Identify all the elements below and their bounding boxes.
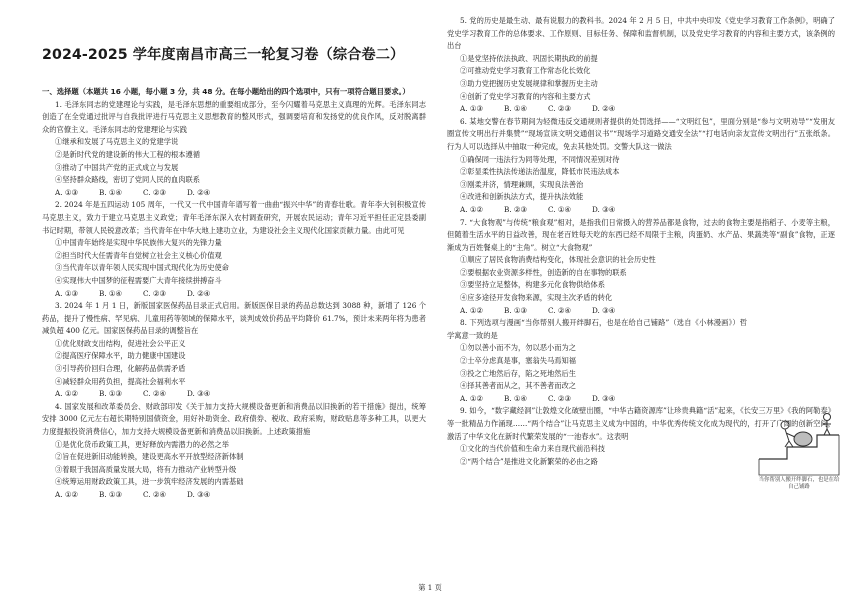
answer-a: A. ①② xyxy=(460,393,483,403)
answer-b: B. ①④ xyxy=(504,393,527,403)
option-1: ①文化的当代价值和生命力来自现代前沿科技 xyxy=(460,444,606,454)
option-3: ③要坚持立足整体，构建多元化食物供给体系 xyxy=(460,280,606,290)
option-1: ①顺应了居民食物消费结构变化，体现社会意识的社会历史性 xyxy=(460,255,656,265)
answer-c: C. ②③ xyxy=(143,288,166,298)
question-8 xyxy=(447,317,747,405)
answer-choices xyxy=(42,489,426,502)
option-2: ②“两个结合”是推进文化新繁荣的必由之路 xyxy=(460,456,598,466)
option-3: ③着眼于我国高质量发展大局，将有力推动产业转型升级 xyxy=(55,464,237,474)
option-2: ②可推动党史学习教育工作常态化长效化 xyxy=(460,66,591,76)
page-number: 第 1 页 xyxy=(418,583,442,592)
left-column xyxy=(42,52,426,502)
question-stem: 9. 如今，“数字藏经洞”让敦煌文化破壁出圈，“中华古籍资源库”让珍贵典籍“活”起来，《长安三万里》《我的阿勒泰》等一批精品力作涌现……“两个结合”让马克思主义成为中国的，中华优秀传统文化成为现代的，打开了广阔的创新空间，激活了中华文化在新时代繁荣发展的“一池春水”。这表明 xyxy=(447,406,835,441)
answer-b: B. ①④ xyxy=(99,187,122,197)
question-2 xyxy=(42,199,426,300)
cartoon-illustration xyxy=(757,395,841,497)
answer-a: A. ①② xyxy=(55,389,78,399)
answer-c: C. ②④ xyxy=(143,389,166,399)
question-stem: 5. 党的历史是最生动、最有说服力的教科书。2024 年 2 月 5 日，中共中央印发《党史学习教育工作条例》，明确了党史学习教育工作的总体要求、工作原则、目标任务、保障和监督机制，以及党史学习教育的内容和主要方式，该条例的出台 xyxy=(447,16,835,51)
question-6 xyxy=(447,116,835,217)
answer-c: C. ②③ xyxy=(143,187,166,197)
answer-choices xyxy=(447,393,747,406)
answer-choices xyxy=(42,187,426,200)
answer-choices xyxy=(447,204,835,217)
question-4 xyxy=(42,401,426,502)
answer-d: D. ③④ xyxy=(592,305,616,315)
question-stem: 4. 国家发展和改革委员会、财政部印发《关于加力支持大规模设备更新和消费品以旧换新的若干措施》提出，统筹安排 3000 亿元左右超长期特别国债资金，用好补助资金、政府债券、税收、政府采购，财政贴息等多种工具，以更大力度提振投资消费信心，加力支持大规模设备更新和消费品以旧换新。上述政策措施 xyxy=(42,401,426,437)
option-4: ④创新了党史学习教育的内容和主要方式 xyxy=(460,91,591,101)
answer-b: B. ①③ xyxy=(504,305,527,315)
option-2: ②彰显柔性执法传递法治温度，降低市民违法成本 xyxy=(460,167,620,177)
option-1: ①勿以善小而不为，勿以恶小而为之 xyxy=(460,343,577,353)
option-4: ④减轻群众用药负担，提高社会福利水平 xyxy=(55,376,186,386)
answer-choices xyxy=(42,288,426,301)
option-2: ②旨在促进新旧动能转换，建设更高水平开放型经济新体制 xyxy=(55,452,244,462)
option-2: ②是新时代党的建设新的伟大工程的根本遵循 xyxy=(55,149,201,159)
answer-c: C. ①④ xyxy=(548,204,571,214)
answer-c: C. ②④ xyxy=(548,305,571,315)
answer-choices xyxy=(447,103,835,116)
answer-b: B. ②③ xyxy=(504,204,527,214)
option-2: ②提高医疗保障水平，助力健康中国建设 xyxy=(55,351,186,361)
answer-d: D. ③④ xyxy=(592,204,616,214)
cartoon-caption: 当你帮别人搬开绊脚石，也是在给自己铺路 xyxy=(758,477,840,490)
question-stem: 1. 毛泽东同志的党建理论与实践，是毛泽东思想的重要组成部分，至今闪耀着马克思主义真理的光辉。毛泽东同志创造了在全党通过批评与自我批评进行马克思主义思想教育的整风形式，强调要培育和发扬党的优良作风，反对脱离群众的官僚主义。毛泽东同志的党建理论与实践 xyxy=(42,99,426,134)
option-1: ①优化财政支出结构，促进社会公平正义 xyxy=(55,338,186,348)
option-1: ①继承和发展了马克思主义的党建学说 xyxy=(55,137,179,147)
question-7 xyxy=(447,217,835,318)
question-stem: 6. 某地交警在春节期间为轻微违反交通规则者提供的处罚选择——“文明红包”，里面分别是“参与文明劝导”“发朋友圈宣传文明出行并集赞”“现场宣读文明交通倡议书”“现场学习道路交通安全法”“打电话向亲友宣传文明出行”五张纸条。行为人可以选择从中抽取一种完成，免去其他处罚。交警大队这一做法 xyxy=(447,116,835,151)
answer-b: B. ①④ xyxy=(504,104,527,114)
question-stem: 8. 下列选项与漫画“当你帮别人搬开绊脚石，也是在给自己铺路”（选自《小林漫画》）哲学寓意一致的是 xyxy=(447,318,747,340)
answer-b: B. ①④ xyxy=(99,288,122,298)
exam-title: 2024-2025 学年度南昌市高三一轮复习卷（综合卷二） xyxy=(42,47,405,63)
option-3: ③助力党把握历史发展规律和掌握历史主动 xyxy=(460,78,598,88)
answer-d: D. ③④ xyxy=(187,490,211,499)
answer-a: A. ①③ xyxy=(55,288,78,298)
option-4: ④应多途径开发食物来源，实现主次矛盾的转化 xyxy=(460,293,613,303)
option-4: ④坚持群众路线，密切了党同人民的血肉联系 xyxy=(55,175,201,185)
option-3: ③刚柔并济，情理兼顾，实现良法善治 xyxy=(460,179,584,189)
question-5 xyxy=(447,15,835,116)
answer-a: A. ①② xyxy=(460,204,483,214)
option-2: ②要根据农业资源多样性，创造新的自在事物的联系 xyxy=(460,267,627,277)
question-stem: 2. 2024 年是五四运动 105 周年，一代又一代中国青年谱写着一曲曲“振兴中华”的青春壮歌。青年李大钊积极宣传马克思主义，致力于建立马克思主义政党；青年毛泽东深入农村调查研究，开展农民运动；青年习近平担任正定县委副书记时期，带领人民锐意改革；当代青年在中华大地上建功立业，为建设社会主义现代化国家贡献力量。由此可见 xyxy=(42,200,426,235)
option-2: ②士卒分虑真是事，塞翁失马焉知福 xyxy=(460,356,577,366)
answer-a: A. ①② xyxy=(55,490,78,499)
answer-choices xyxy=(42,388,426,401)
answer-d: D. ②④ xyxy=(187,288,211,298)
section-header: 一、选择题（本题共 16 小题，每小题 3 分，共 48 分。在每小题给出的四个选项中，只有一项符合题目要求。） xyxy=(42,87,410,96)
option-4: ④实现伟大中国梦的征程需要广大青年接续拼搏奋斗 xyxy=(55,275,222,285)
answer-c: C. ②④ xyxy=(143,490,166,499)
option-1: ①是党坚持依法执政、巩固长期执政的前提 xyxy=(460,53,598,63)
option-3: ③投之亡地然后存，陷之死地然后生 xyxy=(460,368,577,378)
answer-choices xyxy=(447,305,835,318)
answer-b: B. ①③ xyxy=(99,490,122,499)
answer-c: C. ②③ xyxy=(548,393,571,403)
option-3: ③推动了中国共产党的正式成立与发展 xyxy=(55,162,179,172)
option-1: ①确保同一违法行为同等处理，不同情况差别对待 xyxy=(460,154,620,164)
answer-a: A. ①③ xyxy=(460,104,483,114)
answer-a: A. ①③ xyxy=(55,187,78,197)
answer-b: B. ①③ xyxy=(99,389,122,399)
answer-a: A. ①② xyxy=(460,305,483,315)
answer-c: C. ②③ xyxy=(548,104,571,114)
answer-d: D. ③④ xyxy=(592,393,616,403)
option-1: ①是优化货币政策工具，更好释放内需潜力的必然之举 xyxy=(55,439,230,449)
option-3: ③引导药价回归合理，化解药品供需矛盾 xyxy=(55,364,186,374)
option-4: ④择其善者而从之，其不善者而改之 xyxy=(460,381,577,391)
option-3: ③当代青年以青年领人民实现中国式现代化为历史使命 xyxy=(55,263,230,273)
question-stem: 3. 2024 年 1 月 1 日，新版国家医保药品目录正式启用。新版医保目录的药品总数达到 3088 种，新增了 126 个药品，提升了慢性病、罕见病、儿童用药等领域的保障水平，谈判成效价药品平均降价 61.7%，预计未来两年将为患者减负超 400 亿元。国家医保药品目录的调整旨在 xyxy=(42,301,426,336)
question-1 xyxy=(42,99,426,200)
option-1: ①中国青年始终是实现中华民族伟大复兴的先锋力量 xyxy=(55,238,222,248)
question-stem: 7. “大食物观”与传统“粮食观”相对，是指我们日常摄入的营养品都是食物，过去的食物主要是指稻子、小麦等主粮，但随着生活水平的日益改善，现在老百姓每天吃的东西已经不局限于主粮，肉蛋奶、水产品、果蔬类等“副食”食物，正逐渐成为百姓餐桌上的“主角”。树立“大食物观” xyxy=(447,217,835,252)
answer-d: D. ②④ xyxy=(592,104,616,114)
answer-d: D. ③④ xyxy=(187,389,211,399)
option-2: ②担当时代大任需青年自觉树立社会主义核心价值观 xyxy=(55,250,222,260)
answer-d: D. ②④ xyxy=(187,187,211,197)
question-3 xyxy=(42,300,426,401)
option-4: ④统筹运用财政政策工具，进一步筑牢经济发展的内需基础 xyxy=(55,477,244,487)
option-4: ④改进和创新执法方式，提升执法效能 xyxy=(460,192,584,202)
